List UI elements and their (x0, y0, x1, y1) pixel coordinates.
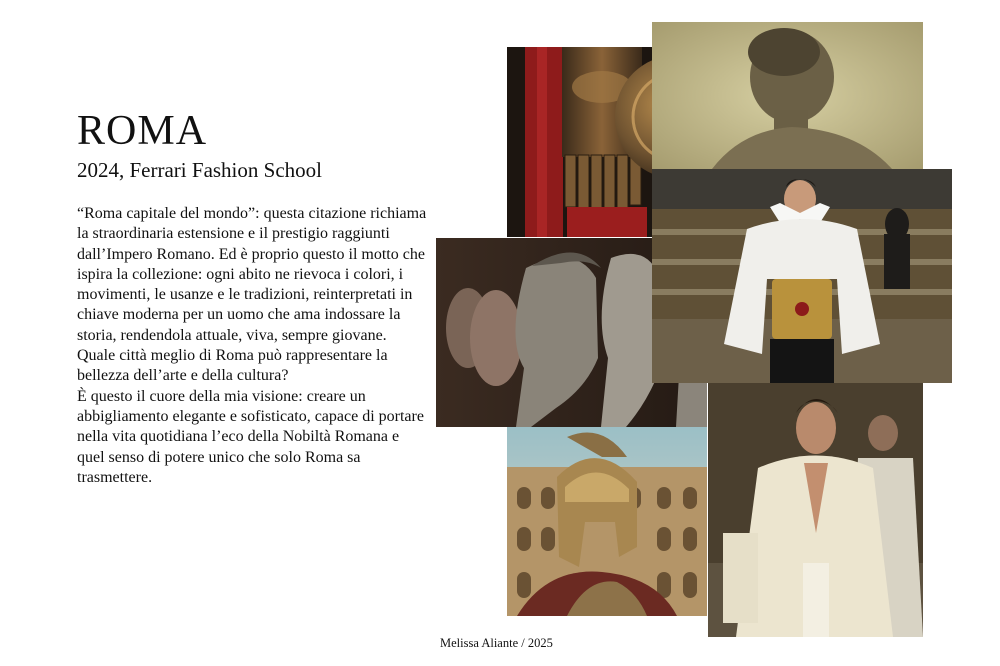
photo-statue-back (652, 22, 923, 169)
photo-runway-white-shirt (652, 169, 952, 383)
page-subtitle: 2024, Ferrari Fashion School (77, 158, 322, 182)
photo-gladiator-colosseum (507, 427, 707, 616)
photo-runway-cream-jacket (708, 383, 923, 637)
paragraph-question: Quale città meglio di Roma può rappresentare la bellezza dell’arte e della cultura? (77, 347, 388, 385)
footer-credit: Melissa Aliante / 2025 (440, 636, 553, 650)
description-text (77, 204, 427, 488)
paragraph-intro: “Roma capitale del mondo”: questa citazione richiama la straordinaria estensione e il prestigio raggiunti dall’Impero Romano. Ed è proprio questo il motto che ispira la collezione: ogni abito ne rievoca i colori, i movimenti, le usanze e le tradizioni, reinterpretati in chiave moderna per un uomo che ama indossare la storia, rendendola attuale, viva, sempre giovane. (77, 205, 427, 344)
page-title: ROMA (77, 108, 208, 154)
paragraph-vision: È questo il cuore della mia visione: creare un abbigliamento elegante e sofisticato, capace di portare nella vita quotidiana l’eco della Nobiltà Romana e quel senso di potere unico che solo Roma sa trasmettere. (77, 387, 424, 486)
